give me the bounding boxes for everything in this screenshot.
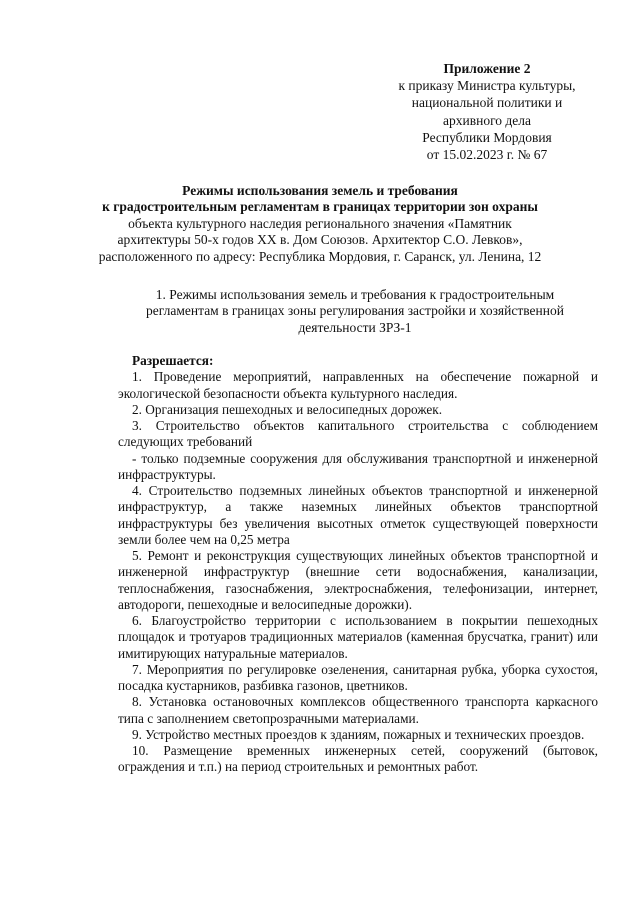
list-item: 6. Благоустройство территории с использованием в покрытии пешеходных площадок и тротуаров традиционных материалов (каменная брусчатка, гранит) или имитирующих натуральные материалов. <box>118 613 598 661</box>
heading-line: архитектуры 50-х годов XX в. Дом Союзов. Архитектор С.О. Левков», <box>117 232 523 248</box>
list-item: 1. Проведение мероприятий, направленных на обеспечение пожарной и экологической безопасности объекта культурного наследия. <box>118 369 598 401</box>
heading-line: расположенного по адресу: Республика Мордовия, г. Саранск, ул. Ленина, 12 <box>98 248 542 264</box>
list-item: 4. Строительство подземных линейных объектов транспортной и инженерной инфраструктур, а также наземных линейных объектов транспортной инфраструктуры без увеличения высотных отметок существующей поверхности земли более чем на 0,25 метра <box>118 483 598 547</box>
document-heading <box>30 183 610 265</box>
section-line: регламентам в границах зоны регулирования застройки и хозяйственной <box>146 303 564 319</box>
appendix-line: национальной политики и <box>411 95 563 111</box>
heading-line: объекта культурного наследия регионального значения «Памятник <box>128 215 512 231</box>
list-item: 3. Строительство объектов капитального строительства с соблюдением следующих требований <box>118 418 598 450</box>
appendix-line: архивного дела <box>443 112 531 128</box>
appendix-line: от 15.02.2023 г. № 67 <box>426 147 548 163</box>
document-body <box>118 353 598 776</box>
appendix-title: Приложение 2 <box>443 61 531 76</box>
list-item: 2. Организация пешеходных и велосипедных дорожек. <box>132 401 443 417</box>
list-item: 7. Мероприятия по регулировке озеленения, санитарная рубка, уборка сухостоя, посадка кустарников, разбивка газонов, цветников. <box>118 661 598 693</box>
section-line: 1. Режимы использования земель и требования к градостроительным <box>155 287 555 302</box>
appendix-line: к приказу Министра культуры, <box>398 78 576 94</box>
section-line: деятельности ЗРЗ-1 <box>298 319 412 335</box>
appendix-line: Республики Мордовия <box>422 129 552 145</box>
section-title <box>100 287 610 336</box>
heading-bold-line: Режимы использования земель и требования <box>182 183 458 198</box>
heading-bold-line: к градостроительным регламентам в границах территории зон охраны <box>102 199 538 215</box>
list-item: 8. Установка остановочных комплексов общественного транспорта каркасного типа с заполнением светопрозрачными материалами. <box>118 694 598 726</box>
list-item: 9. Устройство местных проездов к зданиям, пожарных и технических проездов. <box>132 726 585 742</box>
allowed-label: Разрешается: <box>132 353 214 368</box>
appendix-block <box>372 60 602 163</box>
list-item: 5. Ремонт и реконструкция существующих линейных объектов транспортной и инженерной инфраструктур (внешние сети водоснабжения, канализации, теплоснабжения, газоснабжения, электроснабжения, телефонизации, интернет, автодороги, пешеходные и велосипедные дорожки). <box>118 548 598 612</box>
list-item: - только подземные сооружения для обслуживания транспортной и инженерной инфраструктуры. <box>118 450 598 482</box>
list-item: 10. Размещение временных инженерных сетей, сооружений (бытовок, ограждения и т.п.) на период строительных и ремонтных работ. <box>118 743 598 775</box>
